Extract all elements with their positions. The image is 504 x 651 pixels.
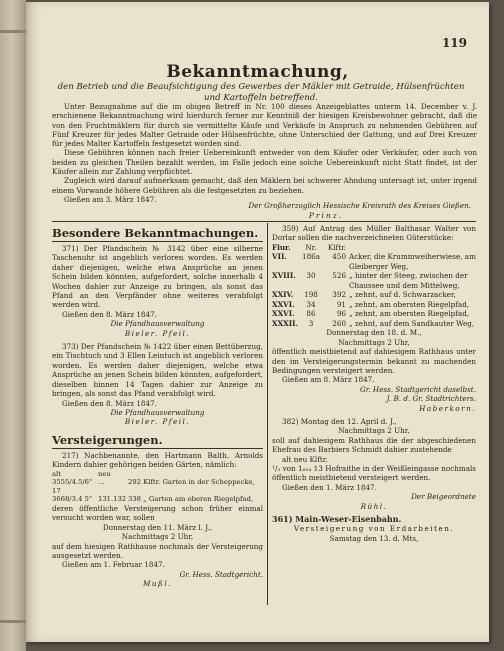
notice-373-date: Gießen den 8. März 1847. <box>62 398 157 408</box>
garden-header <box>52 470 263 479</box>
garden-alt: 3668/3.4 5" <box>52 495 93 504</box>
col-nr: Nr. <box>305 242 317 252</box>
garden-col-alt: alt <box>52 469 61 478</box>
intro-notice <box>52 102 477 204</box>
parcel-flur: XVIII. <box>272 271 296 281</box>
page-title: Bekanntmachung, <box>166 62 349 82</box>
notice-373-admin: Die Pfandhausverwaltung <box>110 407 205 417</box>
subtitle-line: den Betrieb und die Beaufsichtigung des Gewerbes der Mäkler mit Getraide, Hülsenfrüchten <box>57 82 465 92</box>
parcel-flur: VII. <box>272 252 287 262</box>
notice-382-property: ¹/₃ von 1₆₀₄ 13 Hofraithe in der Weißleingasse nochmals öffentlich meistbietend versteigert werden. <box>272 464 476 483</box>
notice-359-text: öffentlich meistbietend auf dahiesigem Rathhaus unter den im Versteigerungstermin bekannt zu machenden Bedingungen versteigert werden. <box>272 347 476 375</box>
notice-373-names: Bieler. Pfeil. <box>124 417 191 427</box>
parcel-klftr: 91 <box>336 299 347 309</box>
intro-paragraph: Diese Gebühren können nach freier Uebereinkunft entweder von dem Käufer oder Verkäufer, oder auch von beiden zu gleichen Theilen bezahlt werden, im Falle jedoch eine solche Uebereinkunft nicht Statt findet, ist der Käufer allein zur Zahlung verpflichtet. <box>52 148 477 177</box>
intro-signer: Prinz. <box>308 211 344 220</box>
notice-359-date: Donnerstag den 18. d. M., <box>326 328 422 338</box>
notice-359-judge: J. B. d. Gr. Stadtrichters. <box>386 394 476 404</box>
left-column <box>52 224 263 589</box>
section-divider <box>52 221 476 222</box>
intro-paragraph: Zugleich wird darauf aufmerksam gemacht, daß den Mäklern bei schwerer Ahndung untersagt ist, unter irgend einem Vorwande höhere Gebühren als die festgesetzten zu beziehen. <box>52 176 477 195</box>
parcel-row <box>272 309 476 319</box>
heading-rule <box>52 448 263 449</box>
parcel-nr: 186a <box>302 252 321 262</box>
notice-382-text: soll auf dahiesigem Rathhaus die der abgeschiedenen Ehefrau des Barbiers Schmidt dahier zustehende <box>272 435 476 455</box>
parcel-nr: 198 <box>304 290 318 300</box>
garden-desc: „ Garten am oberen Riegelpfad, <box>143 495 254 504</box>
parcel-klftr: 260 <box>332 318 347 328</box>
notice-217-court: Gr. Hess. Stadtgericht. <box>179 569 263 579</box>
parcel-desc: „ zehnt, am obersten Riegelpfad, <box>349 299 470 309</box>
parcel-row <box>272 300 476 310</box>
parcel-nr: 30 <box>306 271 316 281</box>
notice-361-date: Samstag den 13. d. Mts, <box>329 533 419 543</box>
parcel-flur: XXIV. <box>272 290 294 300</box>
page-number: 119 <box>441 36 467 50</box>
parcel-desc: „ zehnt, am obersten Riegelpfad, <box>349 309 470 319</box>
notice-382-curator: Der Beigeordnete <box>411 492 476 502</box>
parcel-header-row <box>272 243 476 253</box>
notice-217-time: Nachmittags 2 Uhr, <box>121 532 194 542</box>
notice-382-time: Nachmittags 2 Uhr, <box>338 426 410 436</box>
page-subtitle <box>46 82 476 104</box>
notice-217-issued: Gießen am 1. Februar 1847. <box>62 560 165 570</box>
notice-361-sub: Versteigerung von Erdarbeiten. <box>293 524 455 534</box>
notice-373-text: 373) Der Pfandschein № 1422 über einen Bettüberzug, ein Tischtuch und 3 Ellen Leintuch ist angeblich verloren worden. Es werden daher diejenigen, welche etwa Ansprüche an jenen Schein bilden könnten, aufgefordert, dieselben binnen 14 Tagen dahier zur Anzeige zu bringen, als sonst das Pfand verabfolgt wird. <box>52 342 263 399</box>
heading-auctions: Versteigerungen. <box>52 432 163 447</box>
parcel-nr: 3 <box>308 318 314 328</box>
garden-neu: 131.132 <box>98 495 127 504</box>
garden-size: 338 <box>128 495 141 504</box>
notice-217-signer: Mußl. <box>143 579 172 589</box>
notice-361-head: 361) Main-Weser-Eisenbahn. <box>272 514 402 525</box>
right-column <box>272 224 476 543</box>
parcel-row <box>272 252 476 271</box>
notice-382-headings: alt neu Klftr. <box>282 454 328 464</box>
parcel-klftr: 392 <box>332 290 347 300</box>
notice-359-signer: Haberkorn. <box>419 403 476 413</box>
notice-371-admin: Die Pfandhausverwaltung <box>110 319 205 329</box>
notice-217-date: Donnerstag den 11. März l. J., <box>102 522 213 532</box>
parcel-nr: 86 <box>306 309 316 319</box>
parcel-klftr: 450 <box>332 252 347 262</box>
notice-371-names: Bieler. Pfeil. <box>124 328 191 338</box>
parcel-table <box>272 243 476 329</box>
intro-authority: Der Großherzoglich Hessische Kreisrath des Kreises Gießen. <box>248 201 471 210</box>
parcel-flur: XXVI. <box>272 299 295 309</box>
notice-217-place: auf dem hiesigen Rathhause nochmals der Versteigerung ausgesetzt werden. <box>52 541 263 560</box>
notice-359-intro: 359) Auf Antrag des Müller Balthasar Walter von Dorlar sollen die nachverzeichneten Güterstücke: <box>272 224 476 243</box>
garden-neu: ... <box>98 478 105 487</box>
garden-row <box>52 495 263 504</box>
notice-382-signer: Rühl. <box>360 501 388 511</box>
notice-359-court: Gr. Hess. Stadtgericht daselbst. <box>359 384 476 394</box>
notice-217-text: deren öffentliche Versteigerung schon früher einmal versucht worden war, sollen <box>52 503 263 523</box>
notice-371-text: 371) Der Pfandschein № 3142 über eine silberne Taschenuhr ist angeblich verloren worden. Es werden daher diejenigen, welche etwa Ansprüche an jenen Schein bilden könnten, aufgefordert, solche innerhalb 4 Wochen dahier zur Anzeige zu bringen, als sonst das Pfand an den Verpfänder ohne weiteres verabfolgt werden wird. <box>52 244 263 310</box>
garden-size: 292 Klftr. <box>128 478 161 487</box>
notice-359-issued: Gießen am 8. März 1847. <box>282 375 375 385</box>
subtitle-line: und Kartoffeln betreffend. <box>204 93 318 103</box>
heading-special-notices: Besondere Bekanntmachungen. <box>52 226 259 240</box>
intro-paragraph: Unter Bezugnahme auf die im obigen Betreff in Nr. 100 dieses Anzeigeblattes unterm 14. December v. J. erschienene Bekanntmachung wird hierdurch ferner zur Kenntniß der hiesigen Kreisbewohner gebracht, daß die von den Fruchtmäklern für durch sie vermittelte Käufe und Verkäufe in Anspruch zu nehmenden Gebühren auf Fünf Kreuzer für jedes Malter Getraide oder Hülsenfrüchte, ohne Unterschied der Gattung, und auf Drei Kreuzer für jedes Malter Kartoffeln festgesetzt worden sind. <box>52 102 477 149</box>
garden-col-neu: neu <box>98 469 111 478</box>
parcel-klftr: 96 <box>336 309 347 319</box>
notice-359-time: Nachmittags 2 Uhr, <box>338 337 410 347</box>
notice-371-date: Gießen den 8. März 1847. <box>62 309 157 319</box>
parcel-row <box>272 319 476 329</box>
col-flur: Flur. <box>272 242 291 252</box>
parcel-desc: „ hinter der Steeg, zwischen der Chaussee und dem Mittelweg, <box>349 271 468 290</box>
page <box>26 2 489 642</box>
parcel-row <box>272 271 476 290</box>
parcel-klftr: 526 <box>332 271 347 281</box>
parcel-nr: 34 <box>306 299 316 309</box>
parcel-desc: „ zehnt, auf dem Sandkauter Weg, <box>349 318 475 328</box>
intro-date: Gießen am 3. März 1847. <box>64 194 157 204</box>
garden-alt: 3555/4.5/6" 17 <box>52 478 93 495</box>
parcel-row <box>272 290 476 300</box>
garden-desc: Garten in der Scheppecke, <box>162 478 255 487</box>
parcel-desc: „ zehnt, auf d. Schwarzacker, <box>349 290 456 300</box>
column-divider <box>267 223 268 605</box>
parcel-flur: XXXII. <box>272 318 298 328</box>
heading-rule <box>52 241 263 242</box>
parcel-desc: Acker, die Krummweiherwiese, am Gleiberger Weg, <box>349 252 476 271</box>
col-klftr: Klftr. <box>327 242 347 252</box>
parcel-flur: XXVI. <box>272 309 295 319</box>
book-spine <box>0 0 26 651</box>
notice-382-date: 382) Montag den 12. April d. J., <box>282 416 397 426</box>
notice-217-intro: 217) Nachbenannte, den Hartmann Balth. Arnolds Kindern dahier gehörigen beiden Gärten, nämlich: <box>52 450 263 470</box>
notice-382-issued: Gießen den 1. März 1847. <box>282 482 377 492</box>
garden-row <box>52 478 263 495</box>
